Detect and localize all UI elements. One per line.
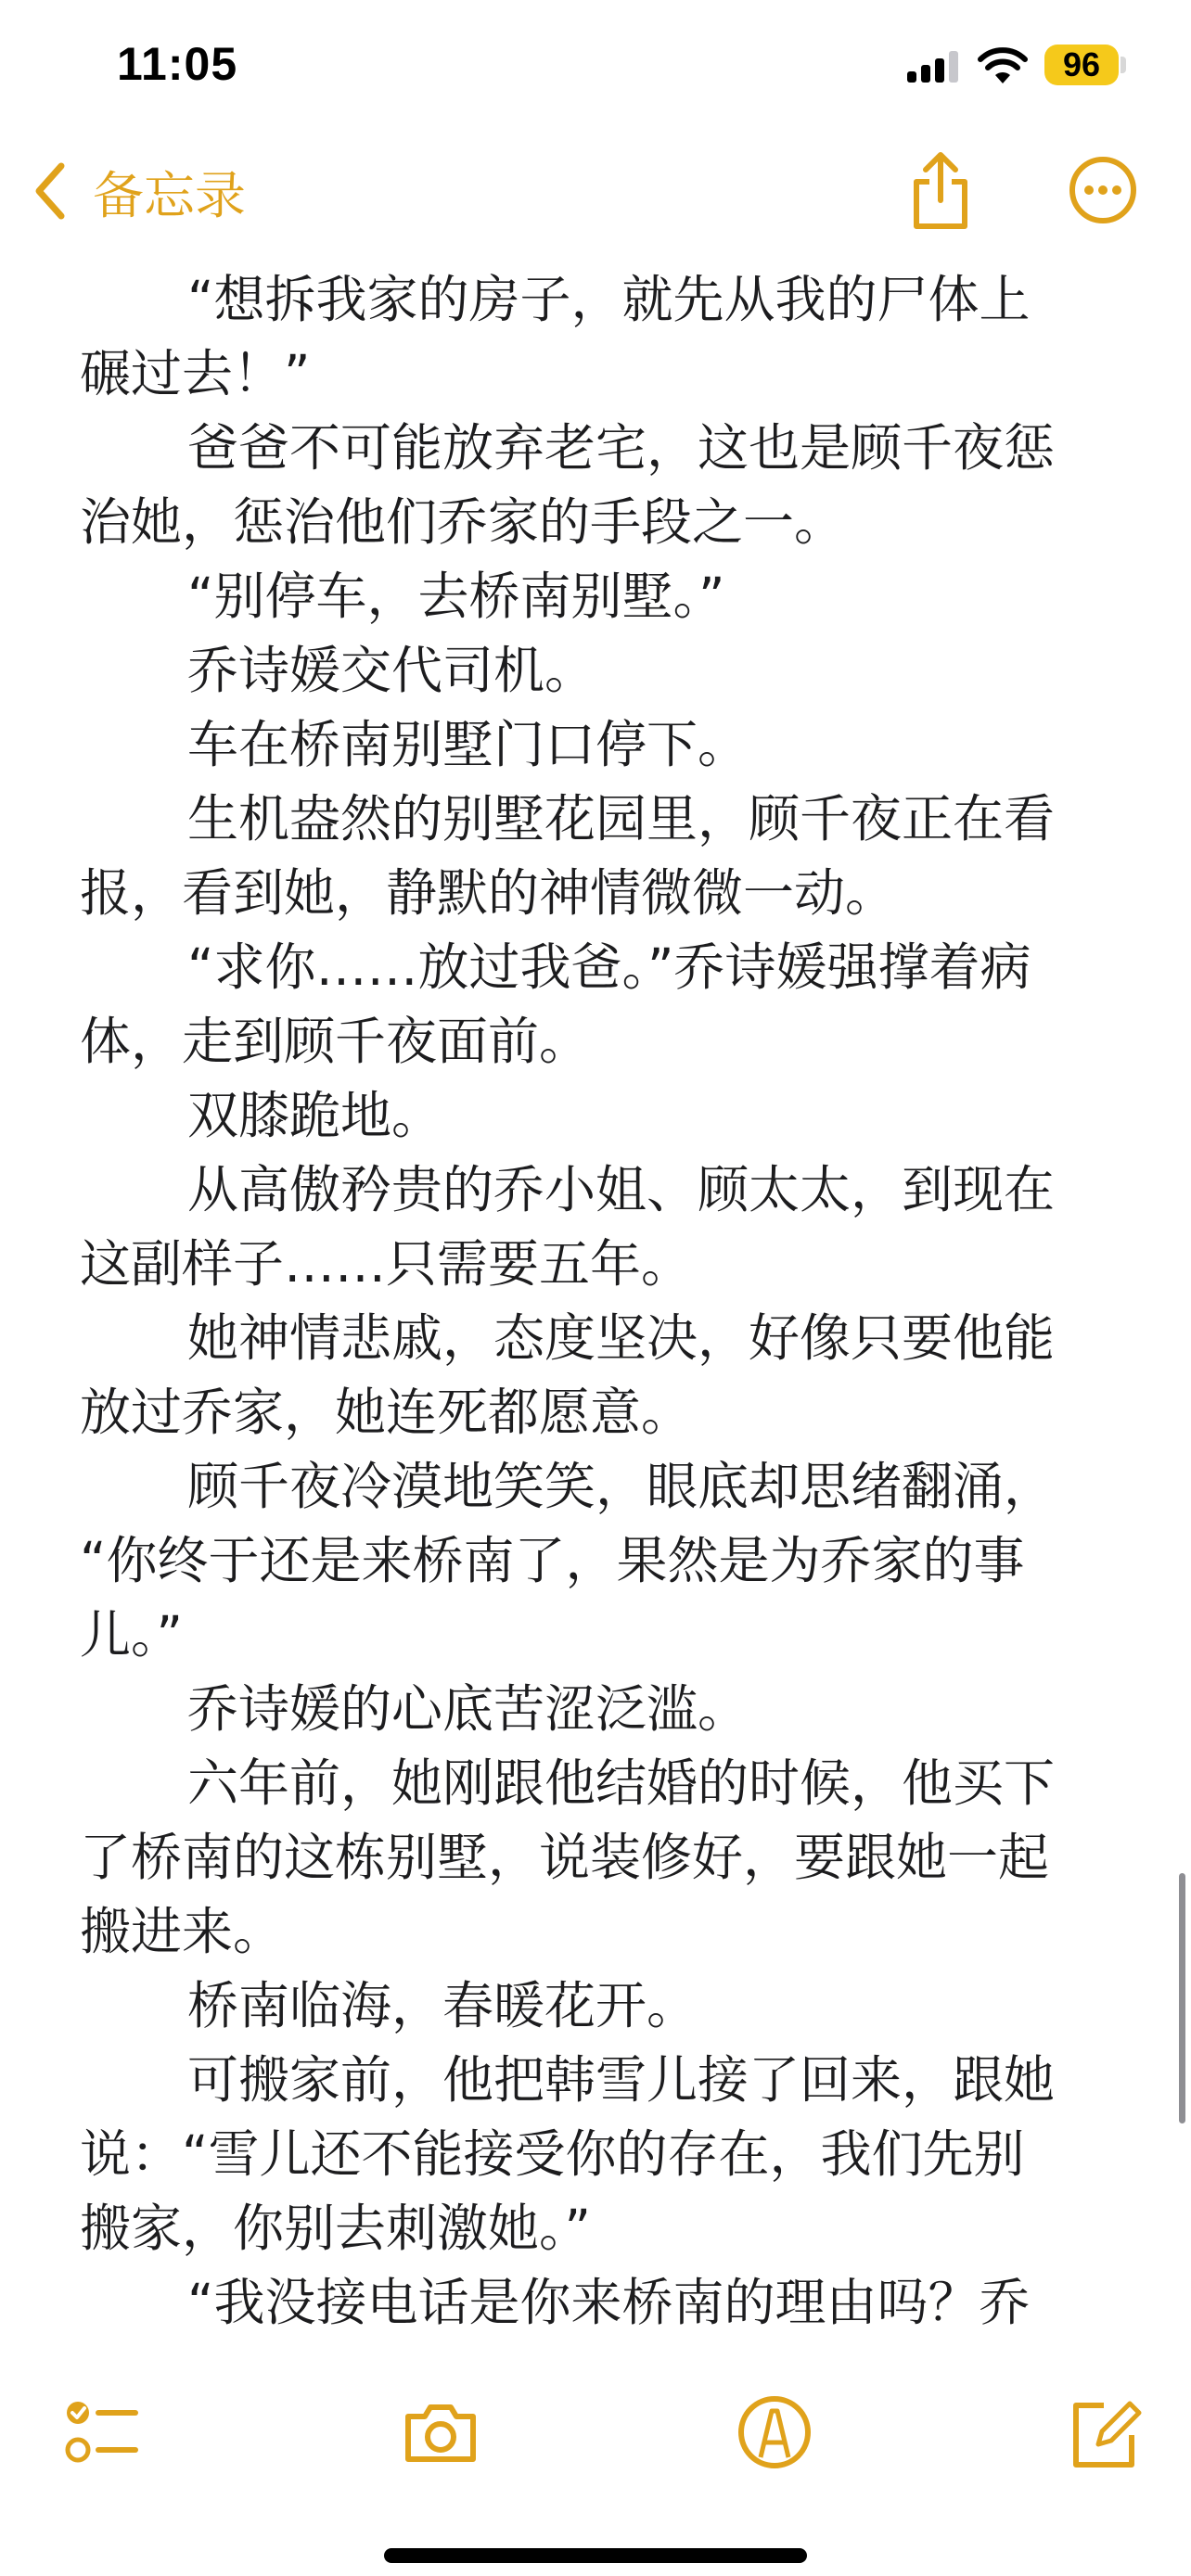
note-line: 顾千夜冷漠地笑笑，眼底却思绪翻涌， [187,1457,1056,1516]
note-line: “想拆我家的房子，就先从我的尸体上 [187,270,1031,329]
note-line: 了桥南的这栋别墅，说装修好，要跟她一起 [80,1828,1050,1887]
share-icon[interactable] [907,150,974,232]
bottom-toolbar [0,2383,1191,2485]
note-body[interactable] [80,262,1109,2340]
compose-icon[interactable] [1063,2391,1146,2474]
note-line: 从高傲矜贵的乔小姐、顾太太，到现在 [187,1160,1056,1219]
wifi-icon [976,46,1030,85]
note-line: 乔诗媛的心底苦涩泛滥。 [187,1679,749,1739]
status-bar [0,0,1191,121]
note-line: “求你……放过我爸。”乔诗媛强撑着病 [187,937,1031,997]
note-line: 桥南临海，春暖花开。 [187,1976,698,2035]
note-line: 体，走到顾千夜面前。 [80,1012,591,1071]
chevron-left-icon [32,160,69,222]
back-label: 备忘录 [93,165,247,225]
status-time: 11:05 [117,38,238,90]
back-button[interactable] [32,158,246,224]
note-line: 儿。” [80,1605,183,1664]
note-line: 生机盎然的别墅花园里，顾千夜正在看 [187,789,1056,848]
navigation-bar [0,130,1191,250]
scroll-indicator[interactable] [1179,1873,1185,2123]
battery-tip [1121,57,1126,73]
note-line: 放过乔家，她连死都愿意。 [80,1383,693,1442]
note-line: 这副样子……只需要五年。 [80,1234,693,1294]
note-line: 她神情悲戚，态度坚决，好像只要他能 [187,1308,1056,1368]
note-line: 六年前，她刚跟他结婚的时候，他买下 [187,1753,1056,1813]
note-line: “我没接电话是你来桥南的理由吗？乔 [187,2273,1031,2332]
note-line: 碾过去！” [80,344,311,403]
note-line: 双膝跪地。 [187,1086,443,1145]
note-line: 车在桥南别墅门口停下。 [187,715,749,774]
note-line: 可搬家前，他把韩雪儿接了回来，跟她 [187,2050,1056,2110]
note-line: 报，看到她，静默的神情微微一动。 [80,863,897,923]
note-line: 搬进来。 [80,1902,285,1961]
checklist-icon[interactable] [58,2391,141,2474]
home-indicator [384,2548,807,2563]
note-line: “你终于还是来桥南了，果然是为乔家的事 [80,1531,1025,1590]
camera-icon[interactable] [399,2391,482,2474]
battery-indicator: 96 [1044,45,1119,85]
ellipsis-circle-icon[interactable] [1069,156,1137,224]
markup-pen-icon[interactable] [733,2391,816,2474]
note-line: 搬家，你别去刺激她。” [80,2199,591,2258]
note-line: 乔诗媛交代司机。 [187,641,596,700]
note-line: 说：“雪儿还不能接受你的存在，我们先别 [80,2124,1025,2184]
cellular-signal-icon [907,51,959,83]
note-line: 爸爸不可能放弃老宅，这也是顾千夜惩 [187,418,1056,478]
note-line: 治她，惩治他们乔家的手段之一。 [80,492,846,552]
note-line: “别停车，去桥南别墅。” [187,567,725,626]
